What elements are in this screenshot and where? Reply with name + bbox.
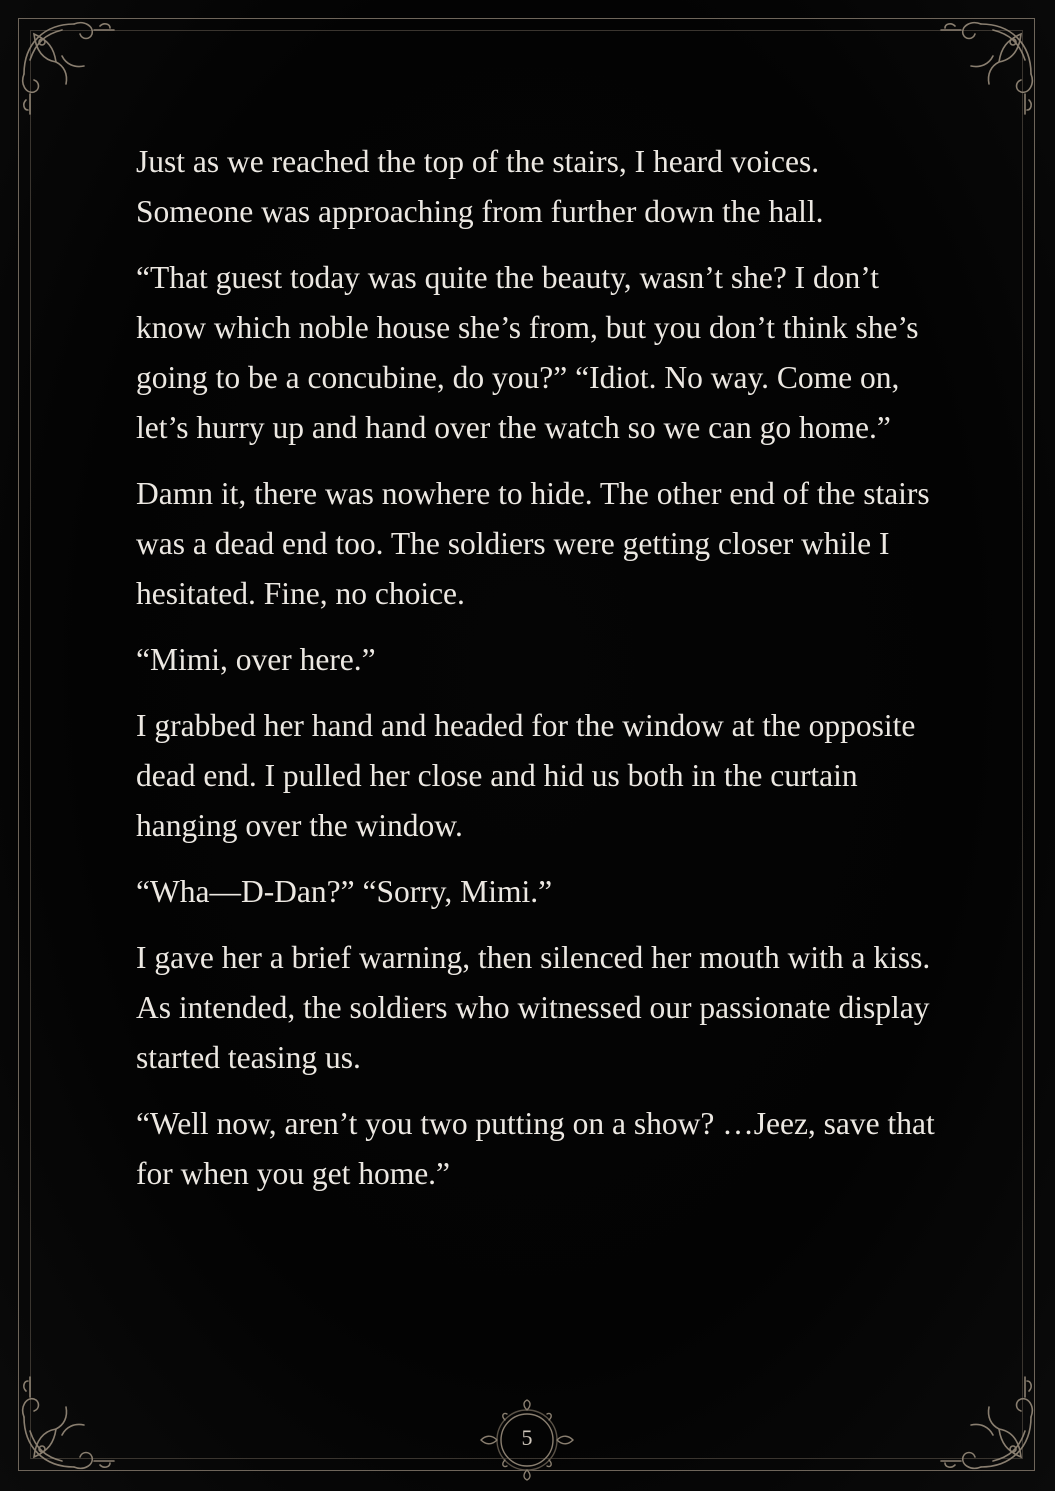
corner-flourish-icon [14,14,124,124]
corner-flourish-icon [931,1367,1041,1477]
paragraph: “Wha—D-Dan?” “Sorry, Mimi.” [136,874,553,909]
paragraph: “That guest today was quite the beauty, wasn’t she? I don’t know which noble house she’s from, but you don’t think she’s going to be a concubine, do you?” “Idiot. No way. Come on, let’s hurry up and hand over the watch so we can go home.” [136,260,919,445]
page-number-badge [477,1398,577,1482]
story-text [136,137,936,1215]
paragraph: I gave her a brief warning, then silenced her mouth with a kiss. As intended, the soldiers who witnessed our passionate display started teasing us. [136,940,931,1075]
paragraph: “Well now, aren’t you two putting on a show? …Jeez, save that for when you get home.” [136,1106,935,1191]
page-number: 5 [521,1425,533,1450]
corner-flourish-icon [14,1367,124,1477]
paragraph: “Mimi, over here.” [136,642,376,677]
paragraph: I grabbed her hand and headed for the window at the opposite dead end. I pulled her close and hid us both in the curtain hanging over the window. [136,708,916,843]
corner-flourish-icon [931,14,1041,124]
paragraph: Just as we reached the top of the stairs, I heard voices. Someone was approaching from further down the hall. [136,144,824,229]
paragraph: Damn it, there was nowhere to hide. The other end of the stairs was a dead end too. The soldiers were getting closer while I hesitated. Fine, no choice. [136,476,930,611]
